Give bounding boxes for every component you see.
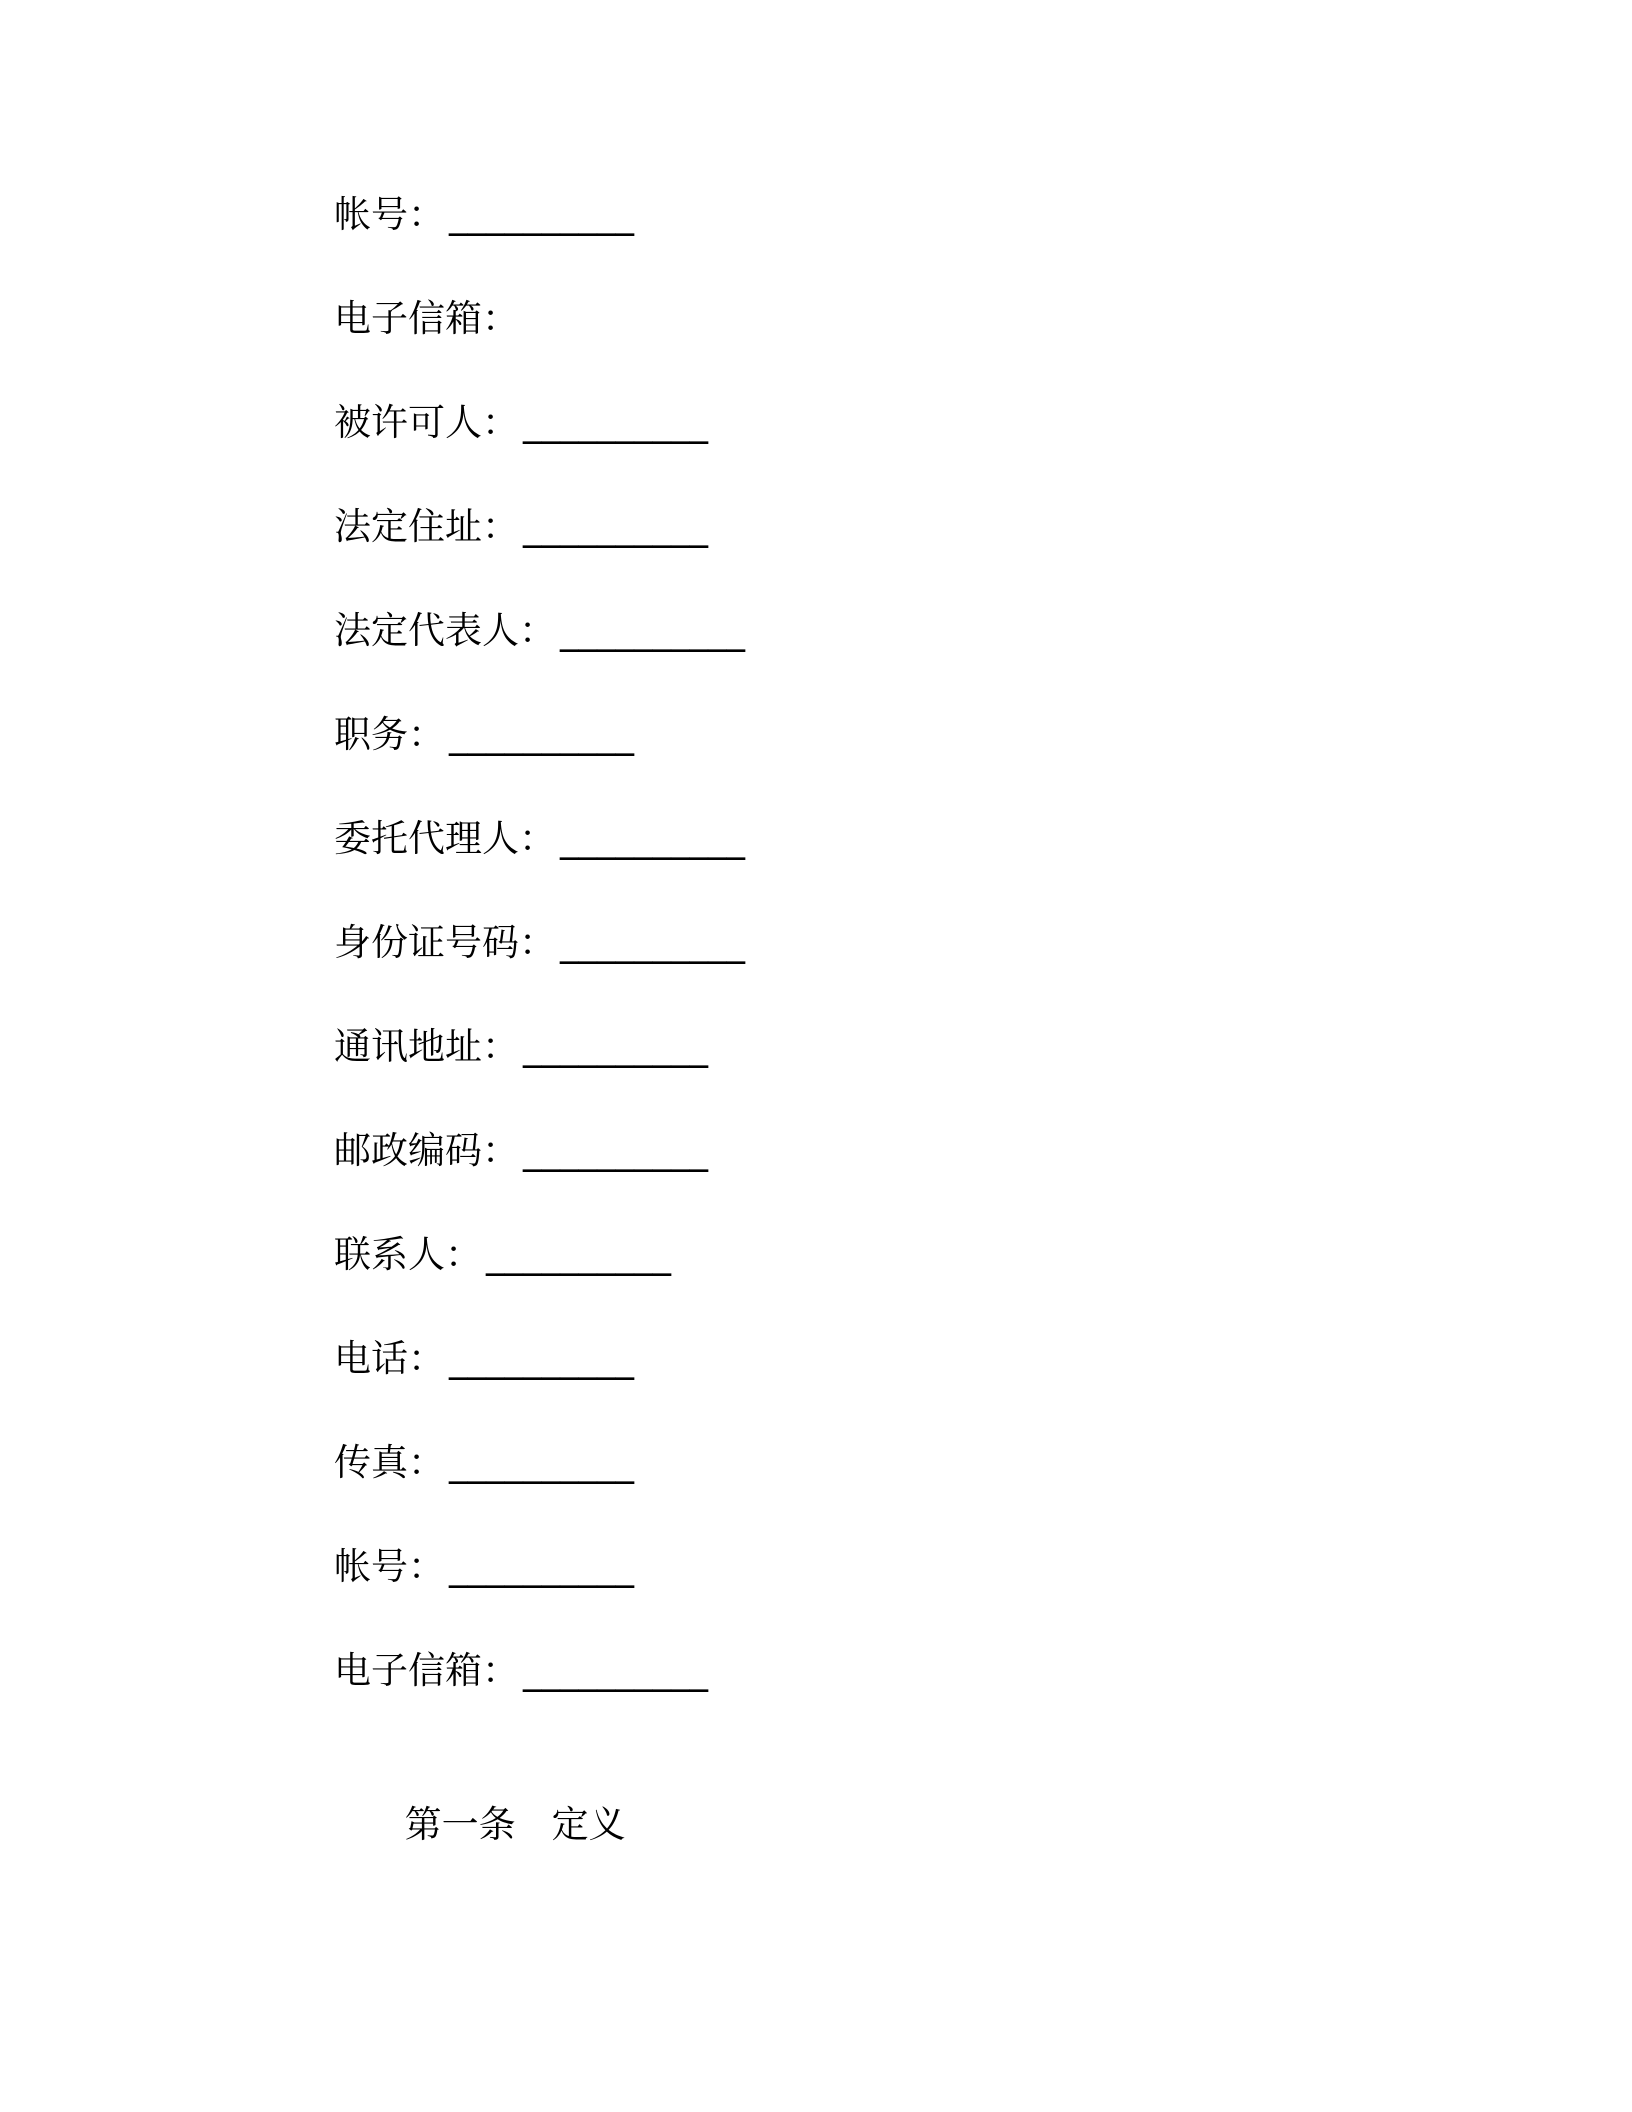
field-account-1: [334, 190, 1434, 294]
field-authorized-agent: [334, 814, 1434, 918]
field-phone: [334, 1334, 1434, 1438]
field-id-number: [334, 918, 1434, 1022]
field-label: 法定代表人：: [334, 609, 556, 652]
field-label: 邮政编码：: [334, 1129, 519, 1172]
field-blank: __________: [486, 1233, 671, 1276]
field-blank: __________: [449, 193, 634, 236]
section-number: 第一条: [404, 1803, 516, 1846]
field-blank: __________: [523, 1129, 708, 1172]
field-label: 传真：: [334, 1441, 445, 1484]
field-blank: __________: [560, 921, 745, 964]
field-contact-person: [334, 1230, 1434, 1334]
section-heading: [334, 1750, 1434, 1854]
field-email-2: [334, 1646, 1434, 1750]
field-label: 身份证号码：: [334, 921, 556, 964]
field-licensee: [334, 398, 1434, 502]
field-blank: __________: [523, 1025, 708, 1068]
field-email-1: [334, 294, 1434, 398]
field-label: 被许可人：: [334, 401, 519, 444]
field-legal-representative: [334, 606, 1434, 710]
field-label: 电话：: [334, 1337, 445, 1380]
field-postal-code: [334, 1126, 1434, 1230]
field-legal-address: [334, 502, 1434, 606]
field-blank: __________: [523, 401, 708, 444]
field-blank: __________: [449, 713, 634, 756]
field-label: 电子信箱：: [334, 1649, 519, 1692]
field-fax: [334, 1438, 1434, 1542]
field-blank: __________: [523, 505, 708, 548]
field-blank: __________: [449, 1441, 634, 1484]
field-label: 法定住址：: [334, 505, 519, 548]
field-label: 电子信箱：: [334, 297, 519, 340]
field-blank: __________: [523, 1649, 708, 1692]
field-account-2: [334, 1542, 1434, 1646]
field-label: 联系人：: [334, 1233, 482, 1276]
field-label: 职务：: [334, 713, 445, 756]
field-position: [334, 710, 1434, 814]
field-label: 帐号：: [334, 193, 445, 236]
field-label: 帐号：: [334, 1545, 445, 1588]
field-blank: __________: [449, 1545, 634, 1588]
field-label: 委托代理人：: [334, 817, 556, 860]
field-blank: __________: [560, 609, 745, 652]
field-mailing-address: [334, 1022, 1434, 1126]
field-blank: __________: [449, 1337, 634, 1380]
document-body: [334, 190, 1434, 1854]
field-label: 通讯地址：: [334, 1025, 519, 1068]
section-title: 定义: [551, 1803, 626, 1846]
field-blank: __________: [560, 817, 745, 860]
